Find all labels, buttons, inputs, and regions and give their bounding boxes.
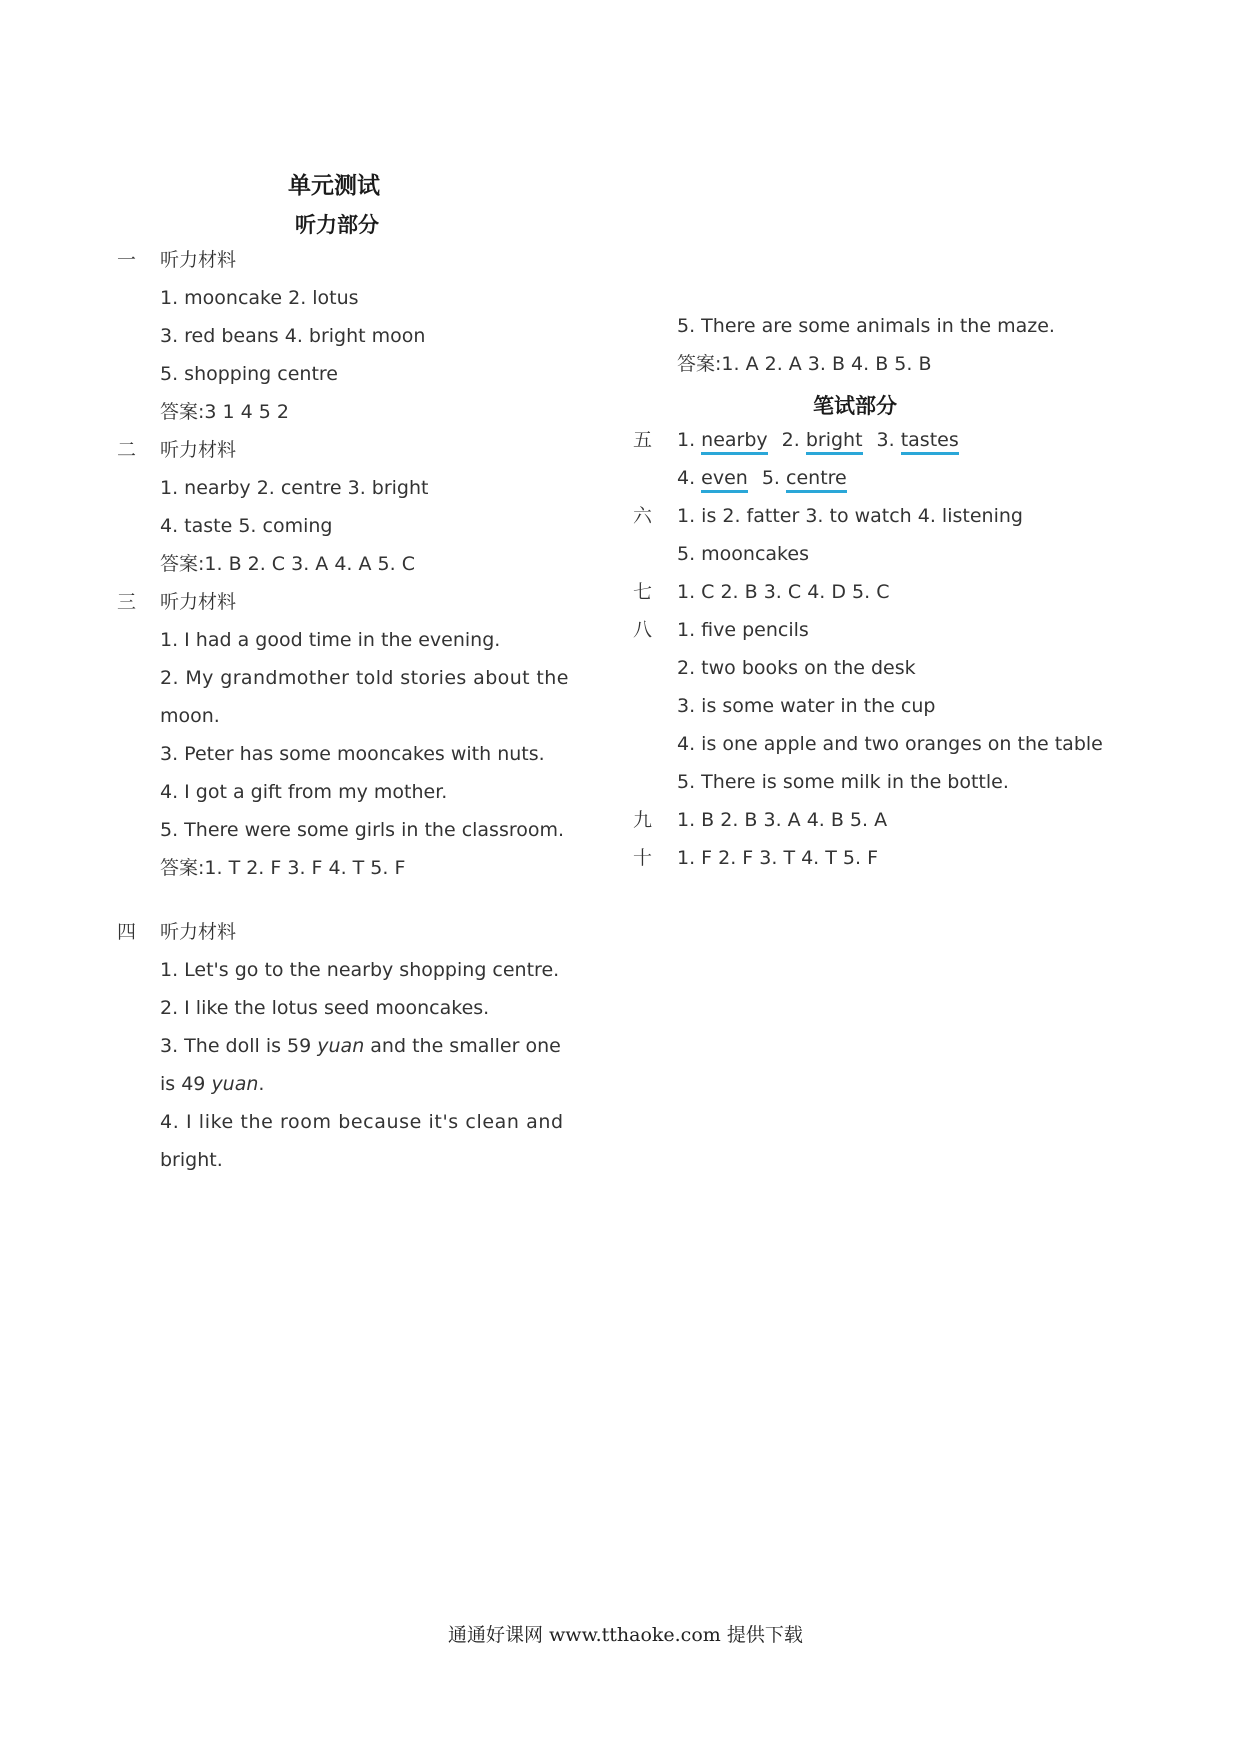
section-marker-9: 九 <box>633 809 653 831</box>
section4-line3d: . <box>258 1073 265 1095</box>
section4-line4: 4. I like the room because it's clean and <box>160 1111 564 1133</box>
section8-line5: 5. There is some milk in the bottle. <box>677 771 1009 793</box>
section8-line3: 3. is some water in the cup <box>677 695 936 717</box>
section4-label: 听力材料 <box>160 921 237 943</box>
section4-line3-cont <box>160 1072 264 1096</box>
section4-line4b: bright. <box>160 1149 223 1171</box>
section1-line2: 3. red beans 4. bright moon <box>160 325 426 347</box>
section7-line1: 1. C 2. B 3. C 4. D 5. C <box>677 581 890 603</box>
section2-line2: 4. taste 5. coming <box>160 515 333 537</box>
section5-line2 <box>677 466 847 493</box>
section4-line3 <box>160 1034 561 1058</box>
section3-line2: 2. My grandmother told stories about the <box>160 667 569 689</box>
section4-line2: 2. I like the lotus seed mooncakes. <box>160 997 490 1019</box>
answer-tastes: tastes <box>901 429 959 455</box>
section2-answer: 答案:1. B 2. C 3. A 4. A 5. C <box>160 553 415 575</box>
listening-heading: 听力部分 <box>295 213 379 237</box>
section8-line2: 2. two books on the desk <box>677 657 916 679</box>
section6-line1: 1. is 2. fatter 3. to watch 4. listening <box>677 505 1023 527</box>
section-marker-2: 二 <box>117 439 137 461</box>
section5-line1 <box>677 428 959 455</box>
section4-line1: 1. Let's go to the nearby shopping centre. <box>160 959 560 981</box>
section3-line1: 1. I had a good time in the evening. <box>160 629 501 651</box>
section3-label: 听力材料 <box>160 591 237 613</box>
section4-line3c-yuan: yuan <box>211 1073 259 1095</box>
section1-answer: 答案:3 1 4 5 2 <box>160 401 290 423</box>
section10-line1: 1. F 2. F 3. T 4. T 5. F <box>677 847 878 869</box>
answer-centre: centre <box>786 467 847 493</box>
section-marker-8: 八 <box>633 619 653 641</box>
answer-bright: bright <box>806 429 863 455</box>
answer-nearby: nearby <box>701 429 768 455</box>
section-marker-6: 六 <box>633 505 653 527</box>
section6-line2: 5. mooncakes <box>677 543 809 565</box>
section5-num5: 5. <box>761 467 787 489</box>
section3-line5: 5. There were some girls in the classroom. <box>160 819 565 841</box>
section4-answer: 答案:1. A 2. A 3. B 4. B 5. B <box>677 353 932 375</box>
section-marker-1: 一 <box>117 249 137 271</box>
section3-line2b: moon. <box>160 705 220 727</box>
section2-label: 听力材料 <box>160 439 237 461</box>
section8-line4: 4. is one apple and two oranges on the table <box>677 733 1103 755</box>
writing-heading: 笔试部分 <box>813 394 897 418</box>
section3-line3: 3. Peter has some mooncakes with nuts. <box>160 743 545 765</box>
section3-line4: 4. I got a gift from my mother. <box>160 781 448 803</box>
section-marker-7: 七 <box>633 581 653 603</box>
section1-label: 听力材料 <box>160 249 237 271</box>
section3-answer: 答案:1. T 2. F 3. F 4. T 5. F <box>160 857 406 879</box>
section9-line1: 1. B 2. B 3. A 4. B 5. A <box>677 809 888 831</box>
section4-line5: 5. There are some animals in the maze. <box>677 315 1055 337</box>
section-marker-10: 十 <box>633 847 653 869</box>
section1-line3: 5. shopping centre <box>160 363 338 385</box>
answer-even: even <box>701 467 748 493</box>
section8-line1: 1. five pencils <box>677 619 809 641</box>
section-marker-5: 五 <box>633 429 653 451</box>
section-marker-3: 三 <box>117 591 137 613</box>
section4-line3-start: 3. The doll is 59 <box>160 1035 318 1057</box>
section1-line1: 1. mooncake 2. lotus <box>160 287 359 309</box>
section5-num3: 3. <box>876 429 901 451</box>
section4-line3-yuan: yuan <box>317 1035 365 1057</box>
section5-num4: 4. <box>677 467 702 489</box>
section-marker-4: 四 <box>117 921 137 943</box>
section5-num1: 1. <box>677 429 702 451</box>
page-title: 单元测试 <box>288 173 380 199</box>
section4-line3c: is 49 <box>160 1073 212 1095</box>
section2-line1: 1. nearby 2. centre 3. bright <box>160 477 429 499</box>
section5-num2: 2. <box>781 429 806 451</box>
footer-source: 通通好课网 www.tthaoke.com 提供下载 <box>448 1624 803 1646</box>
section4-line3-end: and the smaller one <box>364 1035 561 1057</box>
